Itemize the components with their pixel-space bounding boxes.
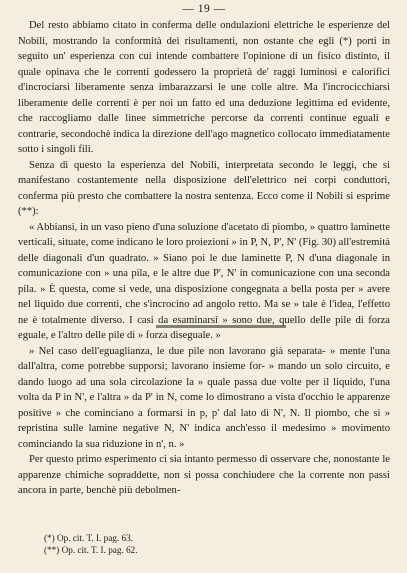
quotation-laminette: « Abbiansi, in un vaso pieno d'una soluzione d'acetato di piombo, » quattro laminette verticali, situate, come indicano le loro proiezioni » in P, N, P', N' (Fig. 30) all'estremità delle diagonali d'un quadrato. » Siano poi le due laminette P, N d'una diagonale in comunicazione con » una pila, e le altre due P', N' in comunicazione con una seconda pila. » È questa, come si vede, una disposizione congegnata a bella posta per » avere nel liquido due correnti, che s'incrocino ad angolo retto. Ma se » tale è l'idea, l'effetto ne è totalmente diverso. I casi da esaminarsi » sono due, quello delle pile di forza eguale, e l'altro delle pile di » forza diseguale. » — [18, 221, 390, 341]
footnotes — [18, 532, 138, 556]
print-smudge-mark — [156, 325, 286, 328]
footnote-1: (*) Op. cit. T. I. pag. 63. — [44, 533, 133, 543]
paragraph-primo-esperimento: Per questo primo esperimento ci sia intanto permesso di osservare che, nonostante le apparenze chimiche sopraddette, non si possa conchiudere che la corrente non passi ancora in parte, benchè più debolmen- — [18, 454, 390, 496]
paragraph-esperienza-nobili: Senza di questo la esperienza del Nobili, interpretata secondo le leggi, che si manifestano costantemente nella disposizione dell'elettrico nei corpi conduttori, conferma più presto che combattere la nostra sentenza. Ecco come il Nobili si esprime (**): — [18, 159, 390, 217]
quotation-eguaglianza: » Nel caso dell'eguaglianza, le due pile non lavorano già separata- » mente l'una dall'altra, come potrebbe supporsi; lavorano insieme for- » mando un solo circuito, e dando luogo ad una sola circolazione la » quale passa due volte per il liquido, l'una volta da P in N', e l'altra » da P' in N, come lo dimostrano a vista d'occhio le apparenze positive » che cominciano a formarsi in p, p' dal lato di N', N. Il piombo, che si » repristina sulle lamine negative N, N' indica anch'esso il medesimo » movimento cominciando la sua riduzione in n', n. » — [18, 345, 390, 450]
page-number: — 19 — — [182, 3, 226, 15]
paragraph-ondulazioni: Del resto abbiamo citato in conferma delle ondulazioni elettriche le esperienze del Nobili, mostrando la conformità dei risultamenti, non ostante che egli (*) porti in seguito un' esperienza con cui intende combattere l'opinione di un fisico distinto, il quale opinava che le correnti godessero la proprietà de' raggi luminosi e calorifici d'incrociarsi liberamente senza imbarazzarsi le une colle altre. Ma l'incrocicchiarsi liberamente delle correnti è per noi un fatto ed una deduzione legittima ed evidente, che raccogliamo dalle linee simmetriche percorse da correnti continue eguali e contrarie, secondochè indica la direzione dell'ago magnetico collocato immediatamente sotto i singoli fili. — [18, 20, 390, 155]
body-text — [18, 18, 390, 499]
footnote-2: (**) Op. cit. T. I. pag. 62. — [44, 545, 138, 555]
